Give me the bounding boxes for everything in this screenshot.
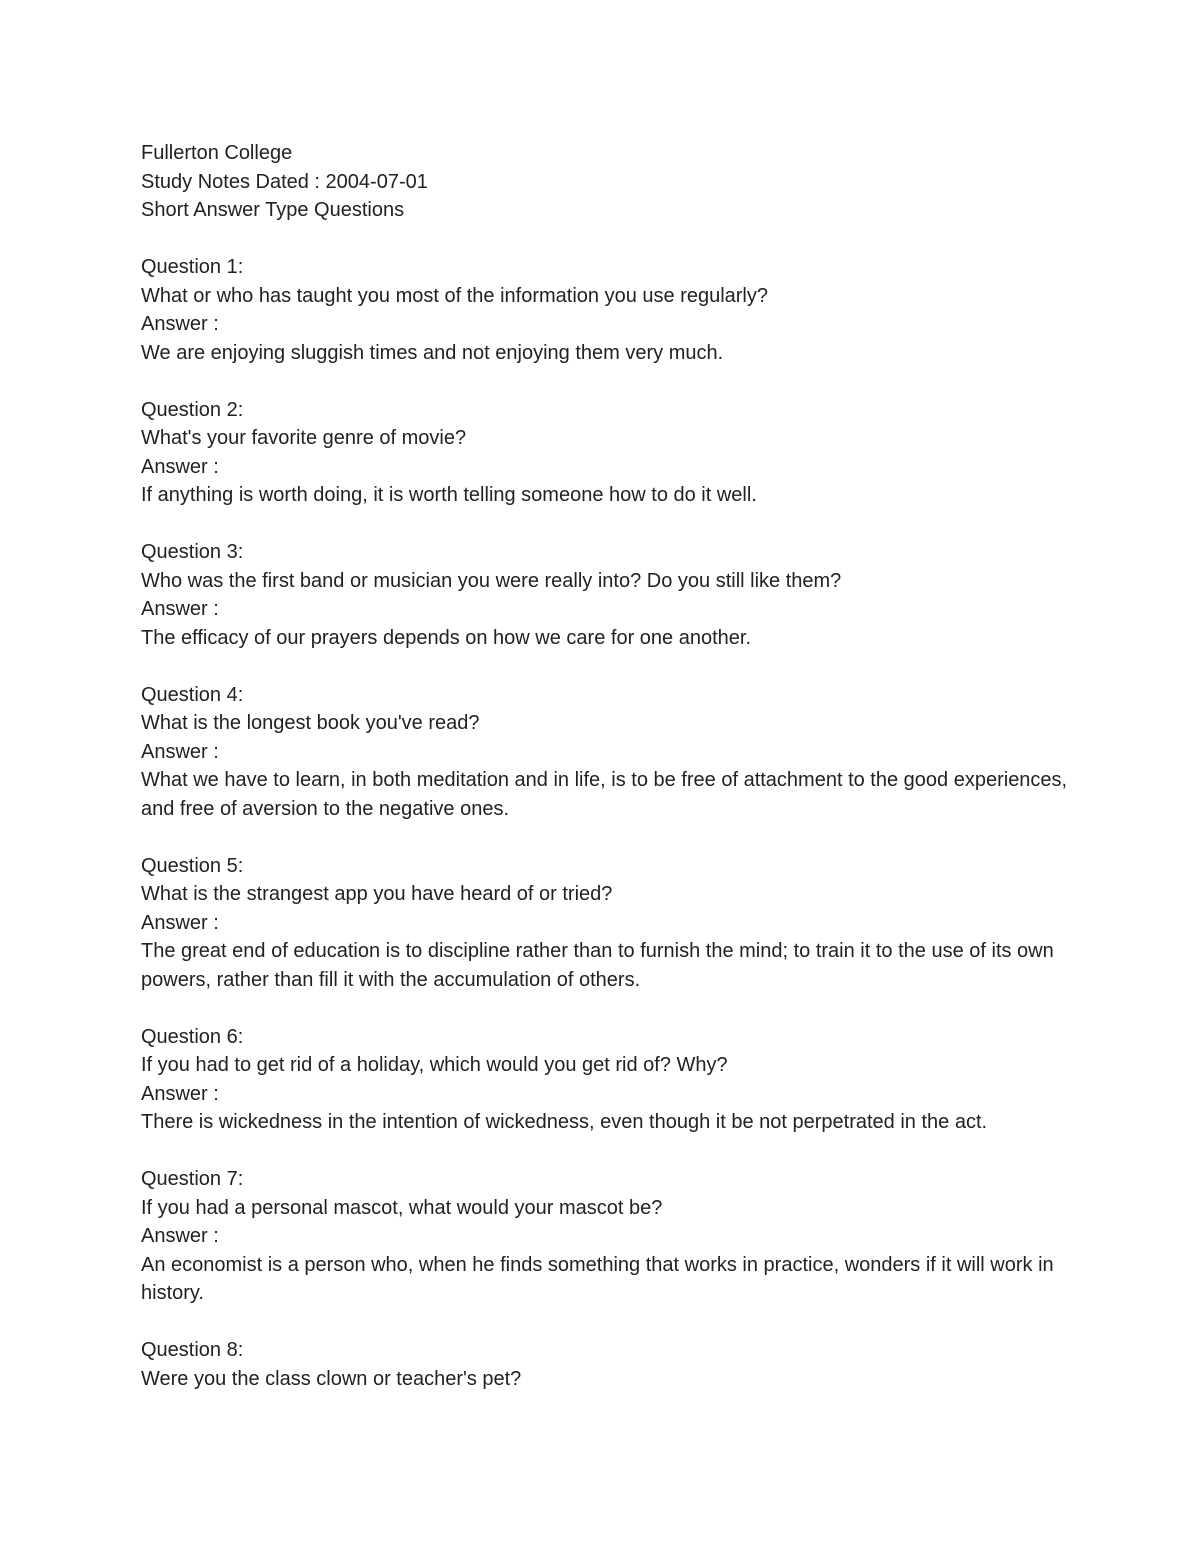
answer-text: What we have to learn, in both meditation and in life, is to be free of attachment to the good experiences, and free of aversion to the negative ones.: [141, 769, 1068, 820]
document-subtitle: Short Answer Type Questions: [141, 199, 405, 221]
answer-label: Answer :: [141, 598, 219, 620]
question-label: Question 8:: [141, 1339, 244, 1361]
question-label: Question 1:: [141, 256, 244, 278]
answer-text: The great end of education is to discipline rather than to furnish the mind; to train it to the use of its own powers, rather than fill it with the accumulation of others.: [141, 940, 1054, 991]
question-block-7: [141, 1165, 1071, 1308]
answer-label: Answer :: [141, 911, 219, 934]
question-text: What or who has taught you most of the information you use regularly?: [141, 284, 769, 307]
question-block-5: [141, 852, 1071, 995]
question-block-2: [141, 396, 1071, 510]
notes-date: Study Notes Dated : 2004-07-01: [141, 170, 428, 193]
document-header: [141, 139, 1071, 225]
document-content: [141, 139, 1071, 1422]
answer-label: Answer :: [141, 313, 219, 335]
answer-label: Answer :: [141, 1225, 219, 1247]
question-text: What is the longest book you've read?: [141, 712, 480, 734]
question-block-8: [141, 1336, 1071, 1393]
question-block-1: [141, 253, 1071, 367]
question-block-6: [141, 1023, 1071, 1137]
question-label: Question 2:: [141, 398, 244, 421]
answer-text: There is wickedness in the intention of wickedness, even though it be not perpetrated in the act.: [141, 1111, 988, 1133]
question-text: If you had a personal mascot, what would your mascot be?: [141, 1196, 663, 1219]
question-block-4: [141, 681, 1071, 824]
question-block-3: [141, 538, 1071, 652]
answer-text: If anything is worth doing, it is worth telling someone how to do it well.: [141, 484, 757, 506]
question-label: Question 7:: [141, 1168, 244, 1190]
question-text: What's your favorite genre of movie?: [141, 427, 467, 449]
question-text: Who was the first band or musician you were really into? Do you still like them?: [141, 569, 842, 592]
question-label: Question 5:: [141, 854, 244, 877]
answer-label: Answer :: [141, 1082, 219, 1105]
institution-name: Fullerton College: [141, 142, 293, 164]
answer-text: The efficacy of our prayers depends on how we care for one another.: [141, 626, 751, 649]
answer-label: Answer :: [141, 740, 219, 763]
question-text: If you had to get rid of a holiday, which would you get rid of? Why?: [141, 1054, 728, 1076]
answer-text: An economist is a person who, when he finds something that works in practice, wonders if it will work in history.: [141, 1253, 1054, 1304]
question-text: What is the strangest app you have heard of or tried?: [141, 883, 613, 905]
question-label: Question 4:: [141, 683, 244, 706]
question-label: Question 6:: [141, 1025, 244, 1048]
question-text: Were you the class clown or teacher's pet?: [141, 1367, 522, 1390]
question-label: Question 3:: [141, 541, 244, 563]
answer-text: We are enjoying sluggish times and not enjoying them very much.: [141, 341, 724, 364]
answer-label: Answer :: [141, 455, 219, 478]
